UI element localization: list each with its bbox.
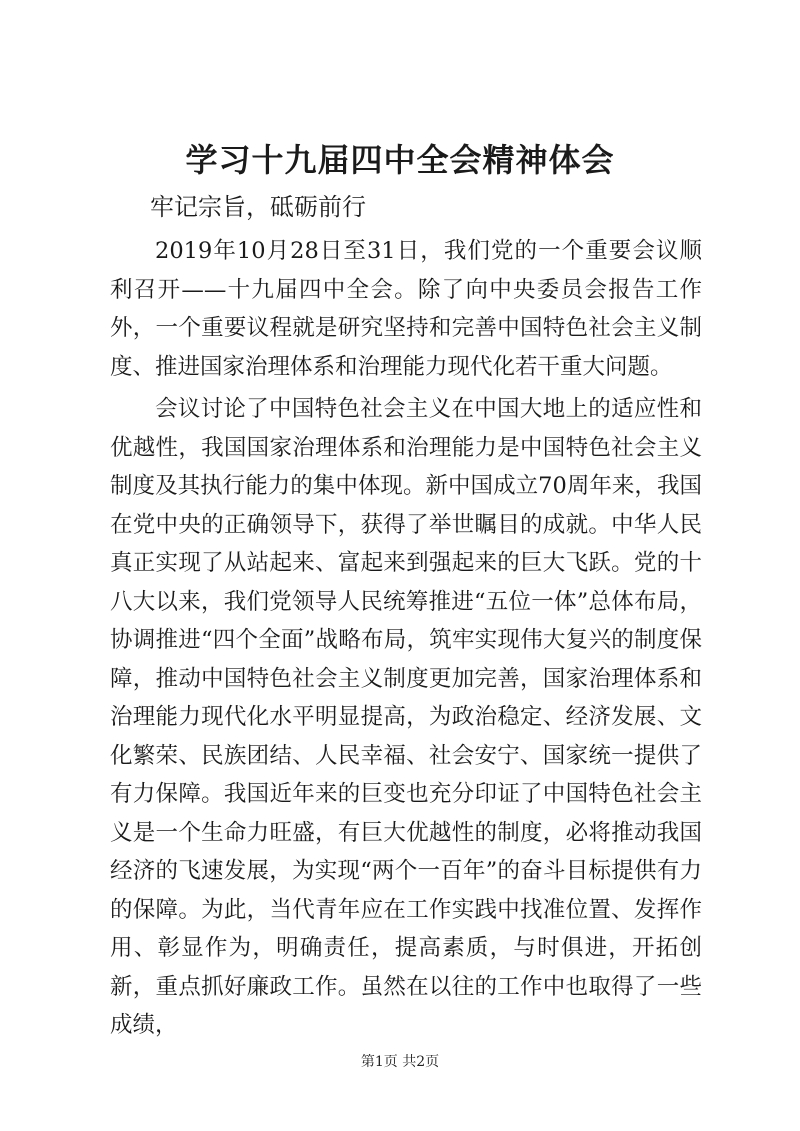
page-footer: 第1页 共2页 [360, 1054, 440, 1070]
body-paragraph: 会议讨论了中国特色社会主义在中国大地上的适应性和优越性，我国国家治理体系和治理能力是中国特色社会主义制度及其执行能力的集中体现。新中国成立70周年来，我国在党中央的正确领导下，获得了举世瞩目的成就。中华人民真正实现了从站起来、富起来到强起来的巨大飞跃。党的十八大以来，我们党领导人民统筹推进“五位一体”总体布局，协调推进“四个全面”战略布局，筑牢实现伟大复兴的制度保障，推动中国特色社会主义制度更加完善，国家治理体系和治理能力现代化水平明显提高，为政治稳定、经济发展、文化繁荣、民族团结、人民幸福、社会安宁、国家统一提供了有力保障。我国近年来的巨变也充分印证了中国特色社会主义是一个生命力旺盛，有巨大优越性的制度，必将推动我国经济的飞速发展，为实现“两个一百年”的奋斗目标提供有力的保障。为此，当代青年应在工作实践中找准位置、发挥作用、彰显作为，明确责任，提高素质，与时俱进，开拓创新，重点抓好廉政工作。虽然在以往的工作中也取得了一些成绩， [110, 396, 702, 1038]
document-title: 学习十九届四中全会精神体会 [185, 141, 615, 179]
body-paragraph: 2019年10月28日至31日，我们党的一个重要会议顺利召开——十九届四中全会。除了向中央委员会报告工作外，一个重要议程就是研究坚持和完善中国特色社会主义制度、推进国家治理体系和治理能力现代化若干重大问题。 [110, 238, 702, 380]
document-subtitle: 牢记宗旨，砥砺前行 [150, 193, 366, 221]
